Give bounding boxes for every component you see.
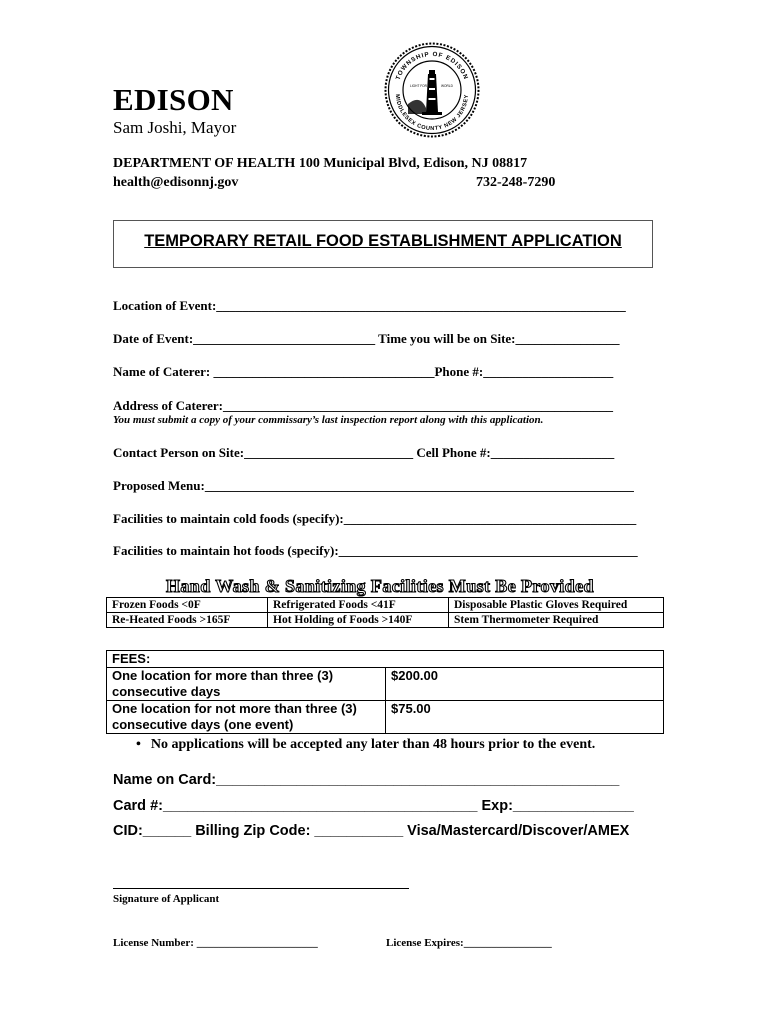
- table-cell: Disposable Plastic Gloves Required: [449, 598, 664, 613]
- signature-label: Signature of Applicant: [113, 893, 220, 905]
- date-time-field[interactable]: Date of Event:____________________________ Time you will be on Site:________________: [113, 331, 620, 346]
- license-expires-field[interactable]: License Expires:________________: [386, 937, 552, 949]
- signature-line[interactable]: [113, 888, 409, 889]
- township-seal-logo: [384, 42, 480, 138]
- name-on-card-field[interactable]: Name on Card:__________________________________________________: [113, 772, 620, 788]
- location-field[interactable]: Location of Event:_______________________________________________________________: [113, 298, 626, 313]
- proposed-menu-field[interactable]: Proposed Menu:__________________________________________________________________: [113, 478, 634, 493]
- card-number-exp-field[interactable]: Card #:_______________________________________ Exp:_______________: [113, 798, 634, 814]
- department-phone: 732-248-7290: [476, 175, 556, 190]
- form-title-box: [113, 220, 653, 268]
- fees-table: [106, 650, 664, 734]
- seal-top-text: TOWNSHIP OF EDISON: [394, 50, 470, 82]
- table-cell: Refrigerated Foods <41F: [268, 598, 449, 613]
- bullet-icon: •: [136, 737, 141, 752]
- table-row: [107, 613, 664, 628]
- seal-left-text: LIGHT FOR THE: [410, 84, 435, 88]
- contact-person-field[interactable]: Contact Person on Site:__________________________ Cell Phone #:___________________: [113, 445, 615, 460]
- department-email: health@edisonnj.gov: [113, 175, 239, 190]
- table-cell: Re-Heated Foods >165F: [107, 613, 268, 628]
- table-row: [107, 701, 664, 734]
- hot-foods-field[interactable]: Facilities to maintain hot foods (specify):______________________________________________: [113, 543, 638, 558]
- fee-amount: $75.00: [386, 701, 664, 734]
- form-title: TEMPORARY RETAIL FOOD ESTABLISHMENT APPLICATION: [144, 232, 622, 250]
- caterer-name-phone-field[interactable]: Name of Caterer: __________________________________Phone #:____________________: [113, 364, 614, 379]
- commissary-note: You must submit a copy of your commissary’s last inspection report along with this application.: [113, 414, 544, 426]
- fees-label: FEES:: [107, 651, 664, 668]
- fee-description: One location for more than three (3) consecutive days: [107, 668, 386, 701]
- temperature-requirements-table: [106, 597, 664, 628]
- table-row: [107, 651, 664, 668]
- mayor-name: Sam Joshi, Mayor: [113, 118, 237, 137]
- table-cell: Stem Thermometer Required: [449, 613, 664, 628]
- table-cell: Hot Holding of Foods >140F: [268, 613, 449, 628]
- cid-zip-field[interactable]: CID:______ Billing Zip Code: ___________ Visa/Mastercard/Discover/AMEX: [113, 823, 630, 839]
- caterer-address-field[interactable]: Address of Caterer:____________________________________________________________: [113, 398, 613, 413]
- hand-wash-heading: Hand Wash & Sanitizing Facilities Must Be Provided: [166, 576, 594, 596]
- table-cell: Frozen Foods <0F: [107, 598, 268, 613]
- seal-bottom-text: MIDDLESEX COUNTY NEW JERSEY: [393, 93, 471, 133]
- seal-right-text: WORLD: [441, 84, 453, 88]
- city-name: EDISON: [113, 82, 234, 117]
- table-row: [107, 668, 664, 701]
- license-number-field[interactable]: License Number: ______________________: [113, 937, 318, 949]
- cold-foods-field[interactable]: Facilities to maintain cold foods (specify):_____________________________________________: [113, 511, 637, 526]
- fee-description: One location for not more than three (3) consecutive days (one event): [107, 701, 386, 734]
- fee-amount: $200.00: [386, 668, 664, 701]
- deadline-text: No applications will be accepted any later than 48 hours prior to the event.: [150, 737, 596, 752]
- deadline-bullet: [136, 737, 595, 753]
- table-row: [107, 598, 664, 613]
- department-address: DEPARTMENT OF HEALTH 100 Municipal Blvd, Edison, NJ 08817: [113, 156, 528, 171]
